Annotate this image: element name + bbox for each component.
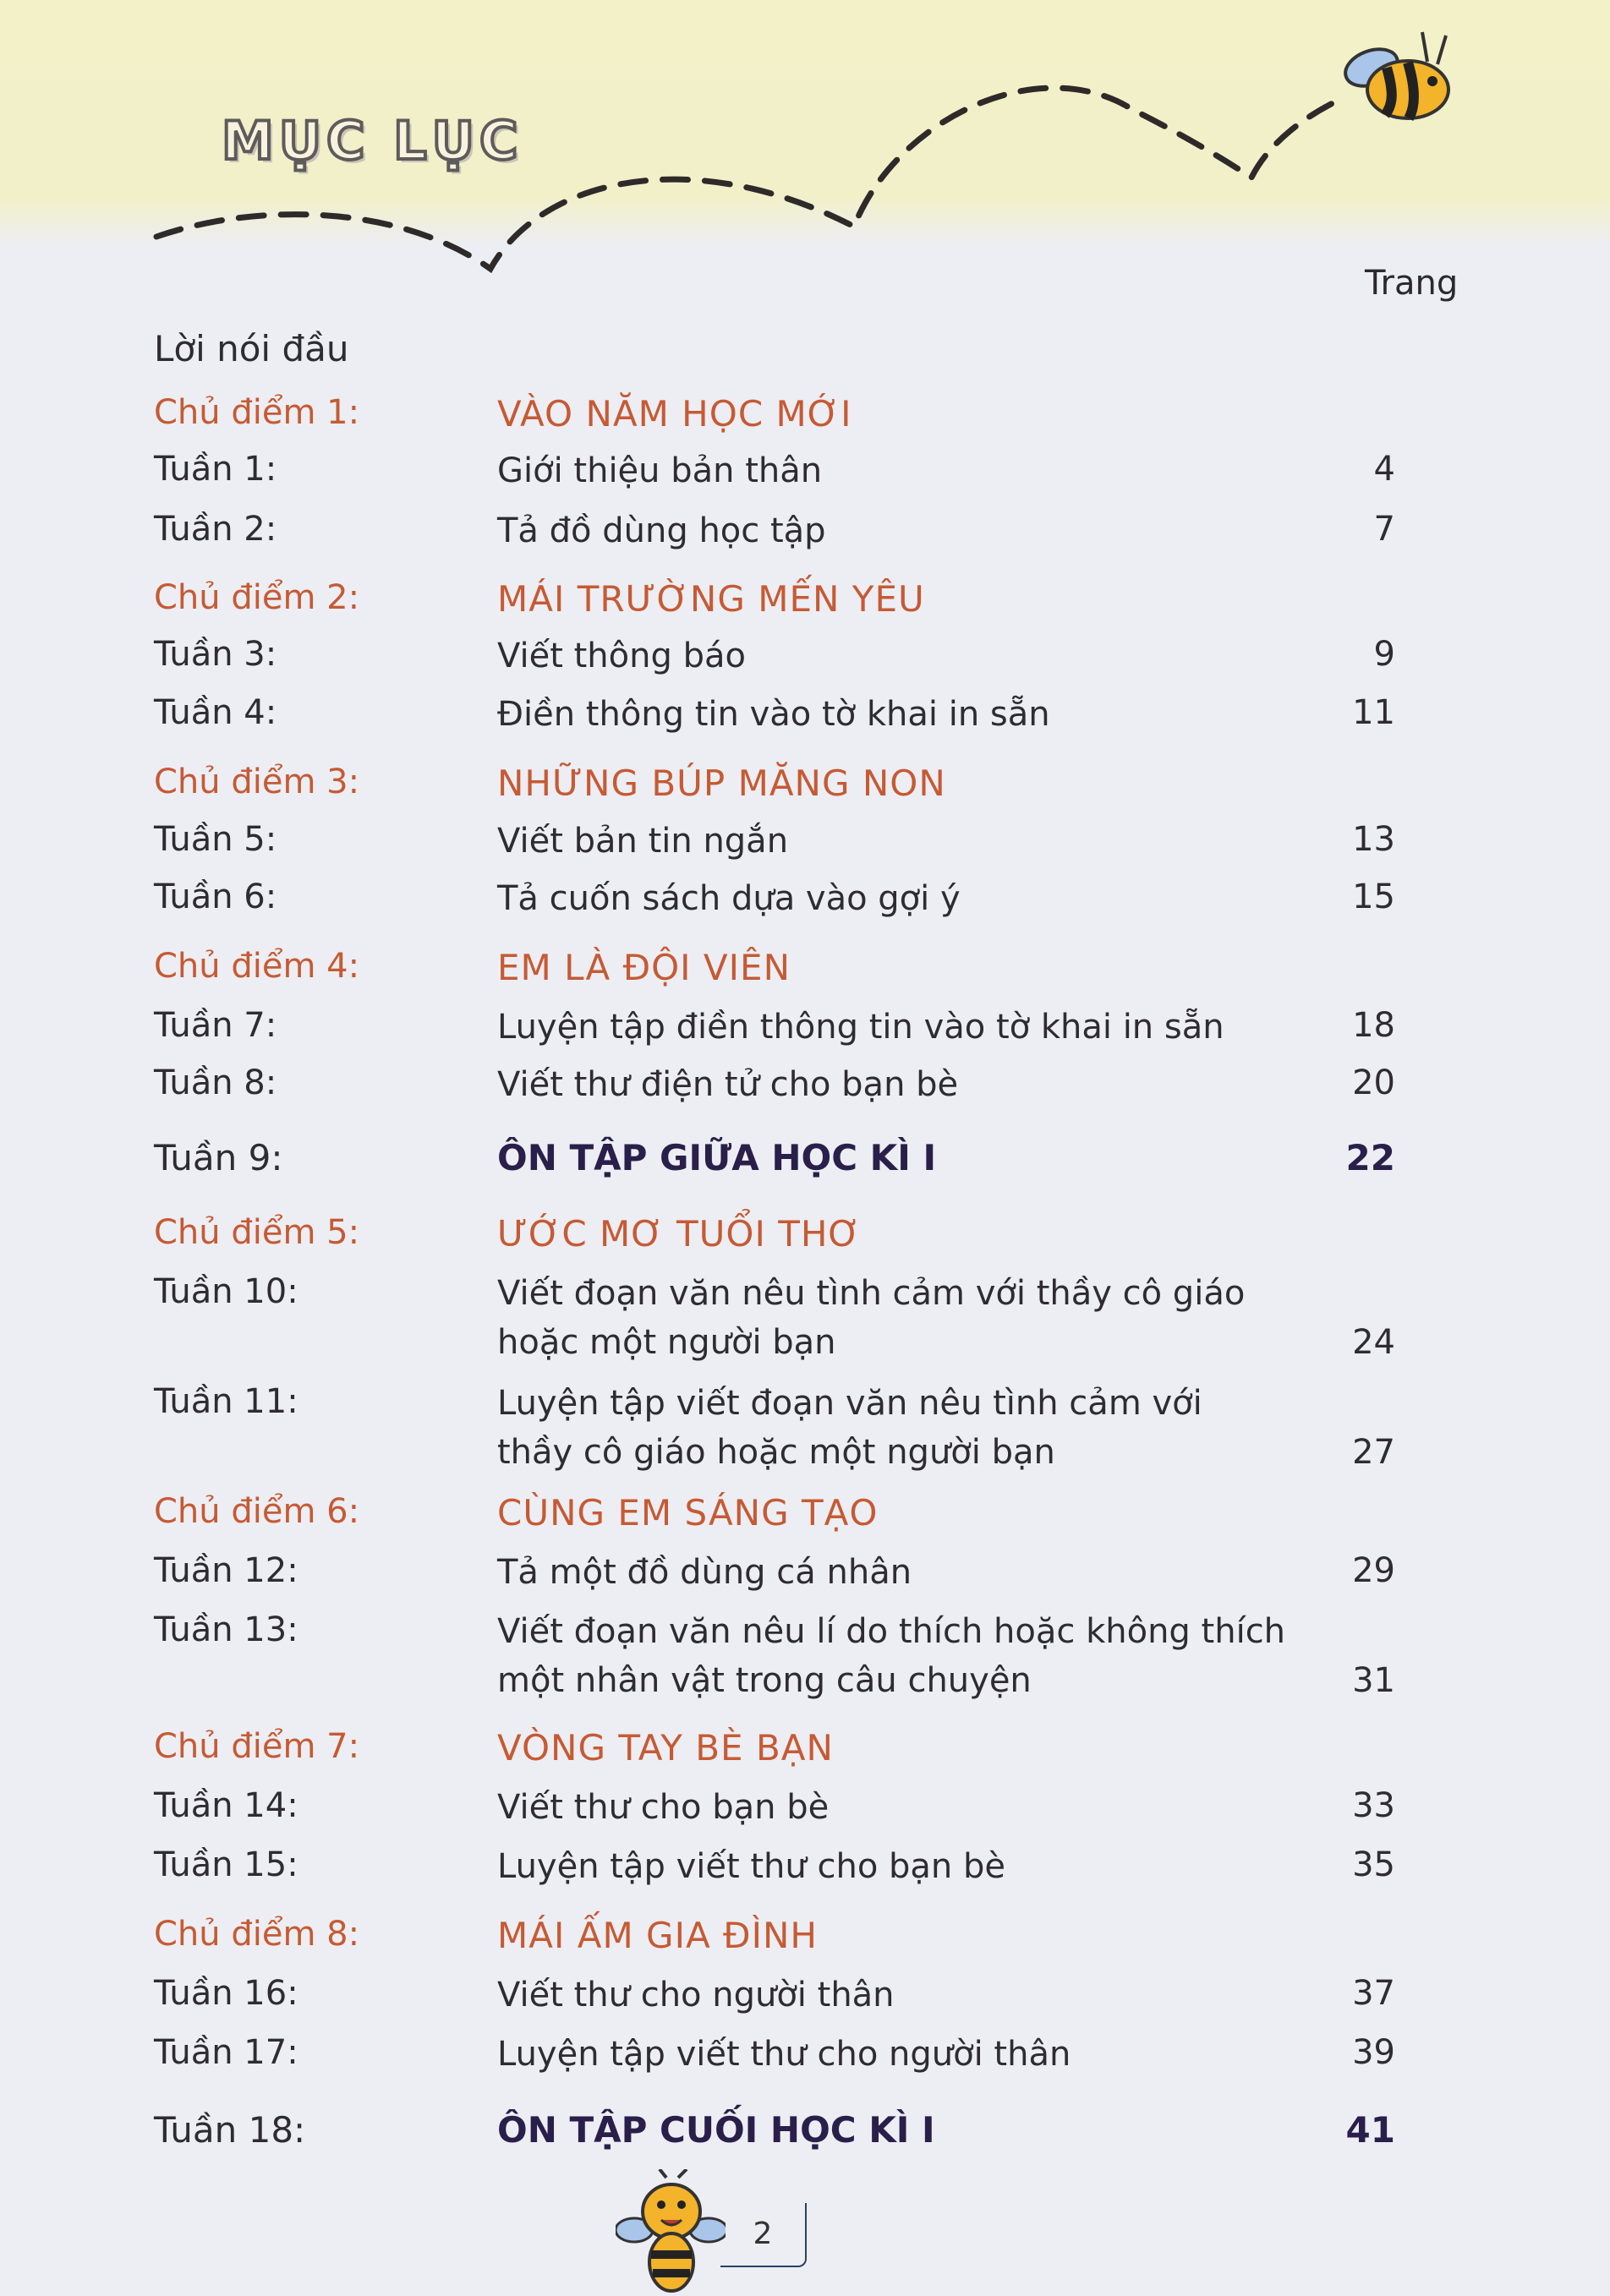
entry-title: Giới thiệu bản thân: [497, 451, 823, 490]
entry-title: Tả đồ dùng học tập: [497, 511, 826, 550]
entry-page-number: 20: [1352, 1063, 1395, 1102]
intro-entry: Lời nói đầu: [154, 328, 349, 369]
entry-title: Tả một đồ dùng cá nhân: [497, 1553, 912, 1592]
entry-page-number: 31: [1352, 1661, 1395, 1700]
entry-title: Luyện tập viết thư cho bạn bè: [497, 1847, 1005, 1886]
entry-title: VÀO NĂM HỌC MỚI: [497, 393, 852, 435]
entry-page-number: 33: [1352, 1786, 1395, 1825]
entry-page-number: 41: [1345, 2109, 1395, 2151]
entry-title: Điền thông tin vào tờ khai in sẵn: [497, 695, 1050, 734]
entry-label: Chủ điểm 5:: [154, 1213, 360, 1252]
entry-title: Viết thư điện tử cho bạn bè: [497, 1065, 959, 1104]
entry-title-continued: thầy cô giáo hoặc một người bạn: [497, 1433, 1055, 1472]
entry-title: Viết thư cho người thân: [497, 1976, 895, 2014]
entry-page-number: 37: [1352, 1974, 1395, 2013]
entry-title: Luyện tập điền thông tin vào tờ khai in sẵn: [497, 1008, 1224, 1047]
entry-title: EM LÀ ĐỘI VIÊN: [497, 947, 791, 988]
entry-label: Tuần 7:: [154, 1006, 277, 1045]
entry-label: Tuần 2:: [154, 510, 277, 549]
entry-page-number: 35: [1352, 1845, 1395, 1884]
entry-label: Tuần 9:: [154, 1137, 283, 1178]
entry-title: Viết đoạn văn nêu lí do thích hoặc không thích: [497, 1612, 1286, 1651]
entry-title: Luyện tập viết thư cho người thân: [497, 2035, 1071, 2074]
entry-label: Tuần 11:: [154, 1382, 298, 1421]
entry-title: MÁI ẤM GIA ĐÌNH: [497, 1915, 818, 1956]
entry-page-number: 4: [1373, 450, 1395, 489]
entry-label: Tuần 3:: [154, 635, 277, 674]
entry-page-number: 13: [1352, 820, 1395, 859]
entry-page-number: 29: [1352, 1551, 1395, 1590]
entry-title: VÒNG TAY BÈ BẠN: [497, 1727, 834, 1768]
page-title: MỤC LỤC: [222, 110, 523, 172]
entry-title: ÔN TẬP GIỮA HỌC KÌ I: [497, 1137, 937, 1178]
entry-title: NHỮNG BÚP MĂNG NON: [497, 763, 946, 804]
entry-label: Chủ điểm 1:: [154, 393, 360, 432]
entry-label: Tuần 12:: [154, 1551, 298, 1590]
entry-title: Viết đoạn văn nêu tình cảm với thầy cô giáo: [497, 1274, 1246, 1313]
entry-page-number: 18: [1352, 1006, 1395, 1045]
entry-label: Chủ điểm 2:: [154, 578, 360, 617]
entry-page-number: 27: [1352, 1433, 1395, 1472]
entry-label: Tuần 8:: [154, 1063, 277, 1102]
entry-title: MÁI TRƯỜNG MẾN YÊU: [497, 578, 925, 620]
entry-label: Chủ điểm 4:: [154, 947, 360, 986]
bee-mascot-icon: [616, 2169, 726, 2296]
entry-page-number: 15: [1352, 877, 1395, 916]
entry-page-number: 39: [1352, 2033, 1395, 2072]
entry-label: Chủ điểm 3:: [154, 763, 360, 801]
entry-title: CÙNG EM SÁNG TẠO: [497, 1492, 879, 1533]
entry-label: Tuần 10:: [154, 1272, 298, 1311]
entry-page-number: 24: [1352, 1323, 1395, 1362]
entry-title: Viết bản tin ngắn: [497, 822, 789, 861]
entry-label: Tuần 6:: [154, 877, 277, 916]
entry-label: Tuần 13:: [154, 1610, 298, 1649]
entry-title: Viết thông báo: [497, 637, 746, 675]
entry-page-number: 11: [1352, 693, 1395, 732]
entry-label: Tuần 1:: [154, 450, 277, 489]
entry-label: Tuần 16:: [154, 1974, 298, 2013]
page-number: 2: [720, 2203, 807, 2267]
entry-title: Viết thư cho bạn bè: [497, 1788, 830, 1827]
entry-title: Luyện tập viết đoạn văn nêu tình cảm với: [497, 1384, 1202, 1423]
entry-label: Chủ điểm 7:: [154, 1727, 360, 1766]
entry-title-continued: một nhân vật trong câu chuyện: [497, 1661, 1032, 1700]
entry-page-number: 22: [1345, 1137, 1395, 1178]
entry-page-number: 7: [1373, 510, 1395, 549]
entry-title-continued: hoặc một người bạn: [497, 1323, 836, 1362]
entry-title: ÔN TẬP CUỐI HỌC KÌ I: [497, 2109, 935, 2151]
entry-label: Tuần 14:: [154, 1786, 298, 1825]
entry-label: Tuần 17:: [154, 2033, 298, 2072]
entry-label: Tuần 18:: [154, 2109, 306, 2151]
entry-page-number: 9: [1373, 635, 1395, 674]
page-column-label: Trang: [1365, 264, 1459, 303]
entry-label: Tuần 5:: [154, 820, 277, 859]
entry-label: Tuần 4:: [154, 693, 277, 732]
entry-title: ƯỚC MƠ TUỔI THƠ: [497, 1213, 862, 1255]
entry-title: Tả cuốn sách dựa vào gợi ý: [497, 879, 961, 918]
entry-label: Tuần 15:: [154, 1845, 298, 1884]
entry-label: Chủ điểm 8:: [154, 1915, 360, 1954]
entry-label: Chủ điểm 6:: [154, 1492, 360, 1531]
